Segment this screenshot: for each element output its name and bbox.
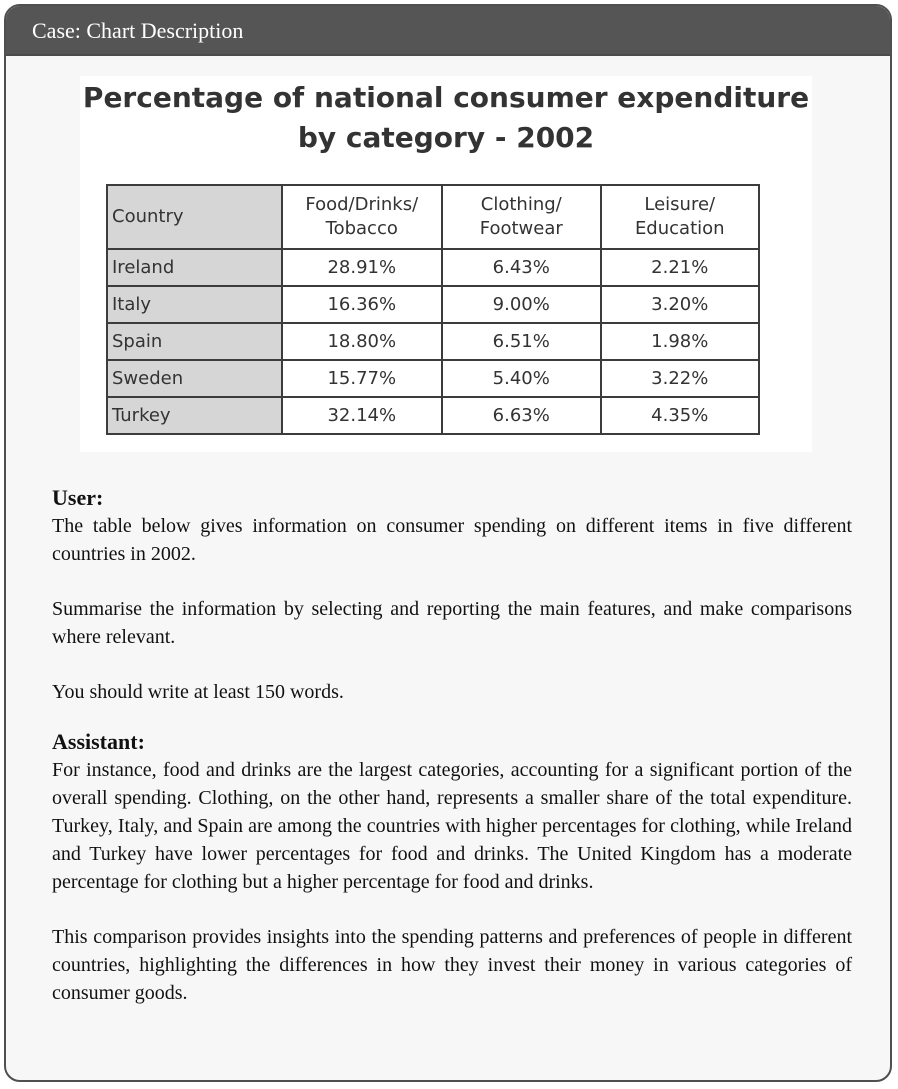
leisure-cell: 2.21% (601, 249, 760, 286)
table-header-row (107, 185, 759, 249)
food-cell: 15.77% (282, 360, 442, 397)
assistant-paragraph-2: This comparison provides insights into the spending patterns and preferences of people in different countries, highlighting the differences in how they invest their money in various categories of consumer goods. (52, 926, 852, 1004)
assistant-label: Assistant: (52, 729, 145, 754)
column-header-clothing-label: Clothing/ Footwear (479, 194, 563, 239)
chart-title: Percentage of national consumer expenditure by category - 2002 (82, 81, 810, 154)
food-cell: 18.80% (282, 323, 442, 360)
leisure-cell: 1.98% (601, 323, 760, 360)
clothing-cell: 6.43% (442, 249, 600, 286)
conversation (52, 484, 852, 1007)
column-header-leisure (601, 185, 760, 249)
table-row (107, 249, 759, 286)
leisure-cell: 4.35% (601, 397, 760, 434)
table-row (107, 397, 759, 434)
card-header: Case: Chart Description (6, 6, 890, 56)
user-label: User: (52, 485, 104, 510)
row-country-cell: Spain (107, 323, 282, 360)
user-paragraph-3: You should write at least 150 words. (52, 681, 344, 703)
expenditure-table (106, 184, 760, 435)
chart-figure (80, 76, 812, 452)
row-country-cell: Italy (107, 286, 282, 323)
column-header-country: Country (107, 185, 282, 249)
food-cell: 16.36% (282, 286, 442, 323)
assistant-paragraph-1: For instance, food and drinks are the largest categories, accounting for a significant portion of the overall spending. Clothing, on the other hand, represents a smaller share of the total expenditure. Turkey, Italy, and Spain are among the countries with higher percentages for clothing, while Ireland and Turkey have lower percentages for food and drinks. The United Kingdom has a moderate percentage for clothing but a higher percentage for food and drinks. (52, 759, 852, 893)
user-paragraph-2: Summarise the information by selecting and reporting the main features, and make comparisons where relevant. (52, 598, 852, 648)
clothing-cell: 5.40% (442, 360, 600, 397)
clothing-cell: 9.00% (442, 286, 600, 323)
column-header-food-label: Food/Drinks/ Tobacco (305, 194, 419, 239)
food-cell: 28.91% (282, 249, 442, 286)
table-row (107, 323, 759, 360)
column-header-leisure-label: Leisure/ Education (634, 194, 725, 239)
column-header-food (282, 185, 442, 249)
user-paragraph-1: The table below gives information on consumer spending on different items in five different countries in 2002. (52, 515, 852, 565)
row-country-cell: Sweden (107, 360, 282, 397)
leisure-cell: 3.20% (601, 286, 760, 323)
row-country-cell: Turkey (107, 397, 282, 434)
leisure-cell: 3.22% (601, 360, 760, 397)
case-card (4, 4, 892, 1082)
table-row (107, 360, 759, 397)
table-row (107, 286, 759, 323)
clothing-cell: 6.63% (442, 397, 600, 434)
row-country-cell: Ireland (107, 249, 282, 286)
column-header-clothing (442, 185, 600, 249)
food-cell: 32.14% (282, 397, 442, 434)
clothing-cell: 6.51% (442, 323, 600, 360)
